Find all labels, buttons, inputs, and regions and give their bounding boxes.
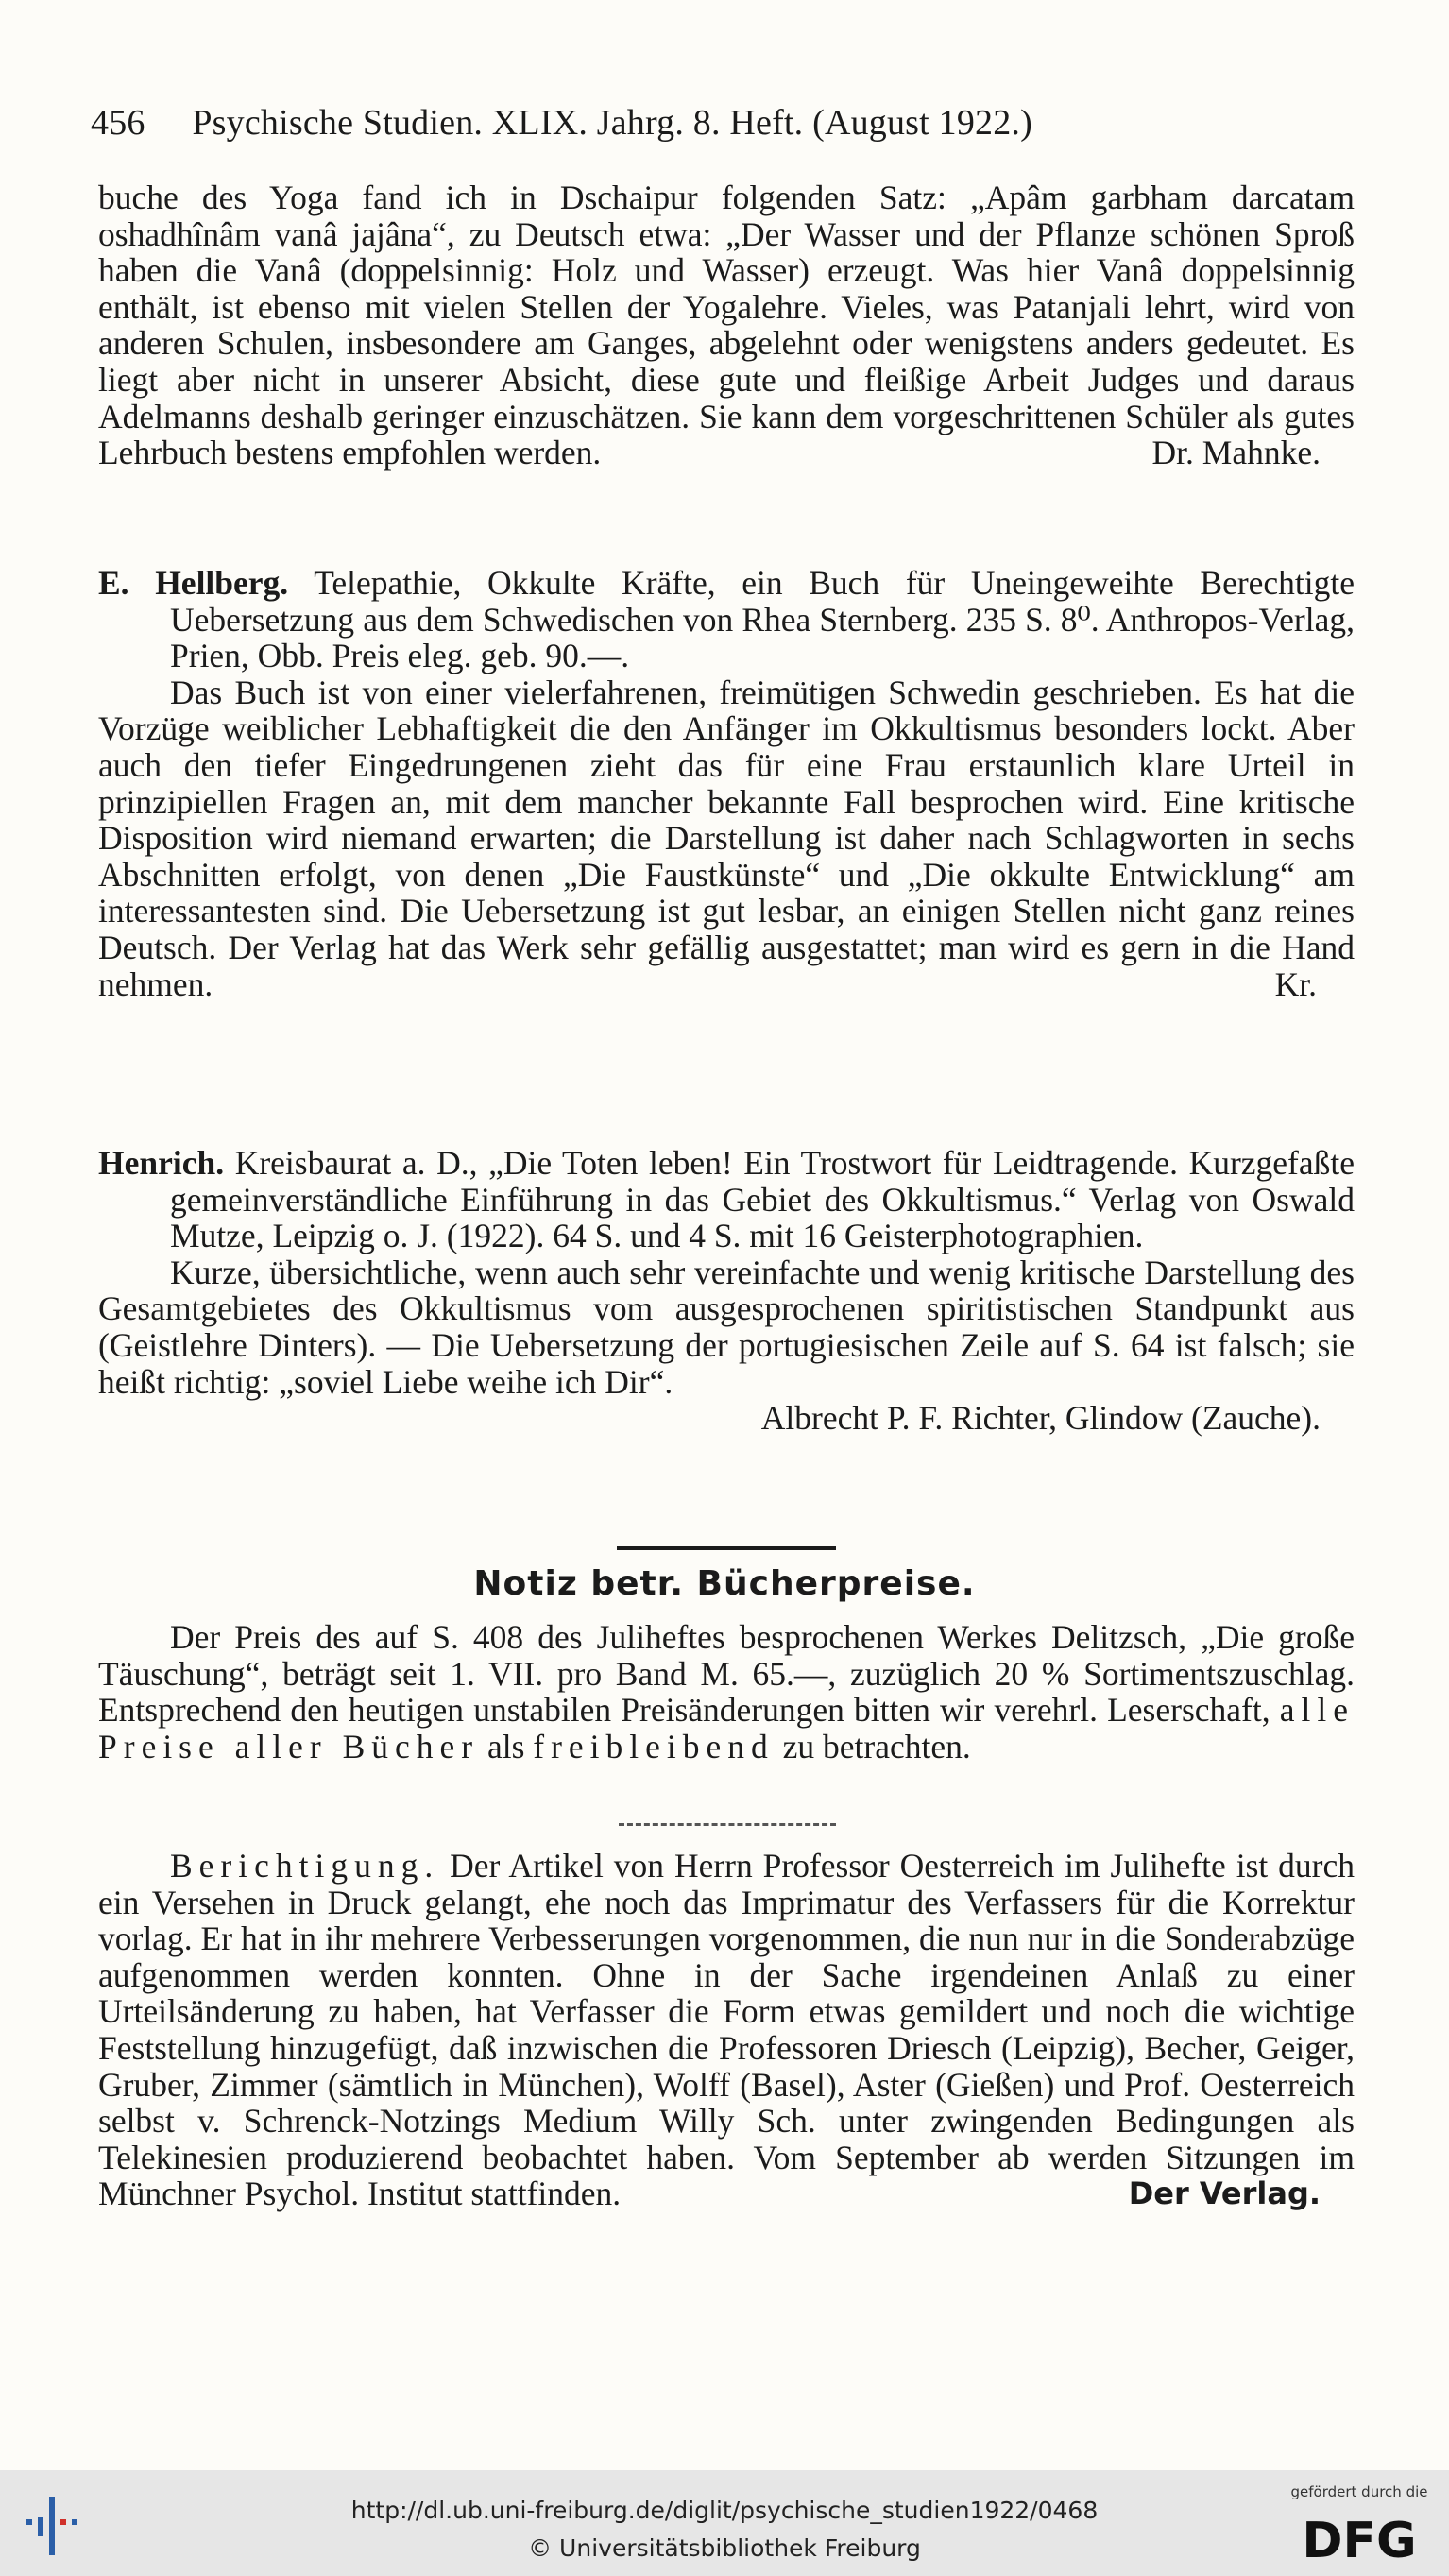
review-hellberg [98, 565, 1355, 1002]
running-title: Psychische Studien. XLIX. Jahrg. 8. Heft. (August 1922.) [192, 103, 1032, 143]
correction-text: Der Artikel von Herrn Professor Oesterreich im Julihefte ist durch ein Versehen in Druck gelangt, ehe noch das Imprimatur des Verfassers für die Korrektur vorlag. Er hat in ihr mehrere Verbesserungen vorgenommen, die nun nur in die Sonderabzüge aufgenommen werden konnten. Ohne in der Sache irgendeinen Anlaß zu einer Urteilsänderung zu haben, hat Verfasser die Form etwas gemildert und noch die wichtige Feststellung hinzugefügt, daß inzwischen die Professoren Driesch (Leipzig), Becher, Geiger, Gruber, Zimmer (sämtlich in München), Wolff (Basel), Aster (Gießen) und Prof. Oesterreich selbst v. Schrenck-Notzings Medium Willy Sch. unter zwingenden Bedingungen als Telekinesien produzierend beobachtet haben. Vom September ab werden Sitzungen im Münchner Psychol. Institut stattfinden. [98, 1847, 1355, 2213]
review-hellberg-text: Das Buch ist von einer vielerfahrenen, freimütigen Schwedin geschrieben. Es hat die Vorzüge weiblicher Lebhaftigkeit die den Anfänger im Okkultismus besonders lockt. Aber auch den tiefer Eingedrungenen zieht das für eine Frau erstaunlich klare Urteil in prinzipiellen Fragen an, mit dem mancher bekannte Fall besprochen wird. Eine kritische Disposition wird niemand erwarten; die Darstellung ist daher nach Schlagworten in sechs Abschnitten erfolgt, von denen „Die Faustkünste“ und „Die okkulte Entwicklung“ am interessantesten sind. Die Uebersetzung ist gut lesbar, an einigen Stellen nicht ganz reines Deutsch. Der Verlag hat das Werk sehr gefällig ausgestattet; man wird es gern in die Hand nehmen. Kr. [98, 673, 1355, 1003]
review-hellberg-signature: Kr. [1274, 964, 1317, 1003]
dfg-logo-icon [1298, 2504, 1421, 2563]
viewer-footer [0, 2470, 1449, 2576]
section-divider [617, 1546, 836, 1550]
review-hellberg-author: E. Hellberg. [98, 564, 289, 602]
source-url[interactable]: http://dl.ub.uni-freiburg.de/diglit/psychische_studien1922/0468 [350, 2497, 1099, 2524]
correction-signature: Der Verlag. [1128, 2175, 1321, 2212]
running-header [91, 102, 1356, 144]
funding-note: gefördert durch die [1290, 2483, 1428, 2500]
review-henrich-text: Kurze, übersichtliche, wenn auch sehr vereinfachte und wenig kritische Darstellung des Gesamtgebietes des Okkultismus vom ausgesprochenen spiritistischen Standpunkt aus (Geistlehre Dinters). — Die Uebersetzung der portugiesischen Zeile auf S. 64 ist falsch; sie heißt richtig: „soviel Liebe weihe ich Dir“. [98, 1253, 1355, 1401]
copyright-line: © Universitätsbibliothek Freiburg [528, 2534, 921, 2562]
correction-label: Berichtigung. [170, 1847, 440, 1885]
correction [98, 1848, 1355, 2212]
notice-spaced-emphasis: alle Preise aller Bücher [98, 1691, 1355, 1766]
notice-title: Notiz betr. Bücherpreise. [473, 1564, 976, 1603]
review-henrich [98, 1145, 1355, 1437]
review-henrich-citation: Henrich. Kreisbaurat a. D., „Die Toten leben! Ein Trostwort für Leidtragende. Kurzgefaßte gemeinverständliche Einführung in das Gebiet des Okkultismus.“ Verlag von Oswald Mutze, Leipzig o. J. (1922). 64 S. und 4 S. mit 16 Geisterphotographien. [98, 1144, 1355, 1255]
notice-body: Der Preis des auf S. 408 des Juliheftes besprochenen Werkes Delitzsch, „Die große Täuschung“, beträgt seit 1. VII. pro Band M. 65.—, zuzüglich 20 % Sortimentszuschlag. Entsprechend den heutigen unstabilen Preisänderungen bitten wir verehrl. Leserschaft, alle Preise aller Bücher als freibleibend zu betrachten. [98, 1618, 1355, 1766]
dashed-divider [619, 1823, 836, 1826]
review-yoga [98, 179, 1355, 471]
page-number: 456 [91, 103, 145, 143]
notice-spaced-freibleibend: freibleibend [533, 1727, 775, 1766]
review-yoga-signature: Dr. Mahnke. [1151, 434, 1321, 472]
review-henrich-author: Henrich. [98, 1144, 225, 1182]
review-yoga-text: buche des Yoga fand ich in Dschaipur folgenden Satz: „Apâm garbham darcatam oshadhînâm vanâ jajâna“, zu Deutsch etwa: „Der Wasser und der Pflanze schönen Sproß haben die Vanâ (doppelsinnig: Holz und Wasser) erzeugt. Was hier Vanâ doppelsinnig enthält, ist ebenso mit vielen Stellen der Yogalehre. Vieles, was Patanjali lehrt, wird von anderen Schulen, insbesondere am Ganges, abgelehnt oder wenigstens anders gedeutet. Es liegt aber nicht in unserer Absicht, diese gute und fleißige Arbeit Judges und daraus Adelmanns deshalb geringer einzuschätzen. Sie kann dem vorgeschrittenen Schüler als gutes Lehrbuch bestens empfohlen werden. Dr. Mahnke. [98, 179, 1355, 472]
review-henrich-signature: Albrecht P. F. Richter, Glindow (Zauche). [760, 1399, 1321, 1438]
review-hellberg-citation: E. Hellberg. Telepathie, Okkulte Kräfte, ein Buch für Uneingeweihte Berechtigte Uebersetzung aus dem Schwedischen von Rhea Sternberg. 235 S. 8⁰. Anthropos-Verlag, Prien, Obb. Preis eleg. geb. 90.—. [98, 564, 1355, 675]
dfg-logo-text: DFG [1302, 2513, 1417, 2563]
